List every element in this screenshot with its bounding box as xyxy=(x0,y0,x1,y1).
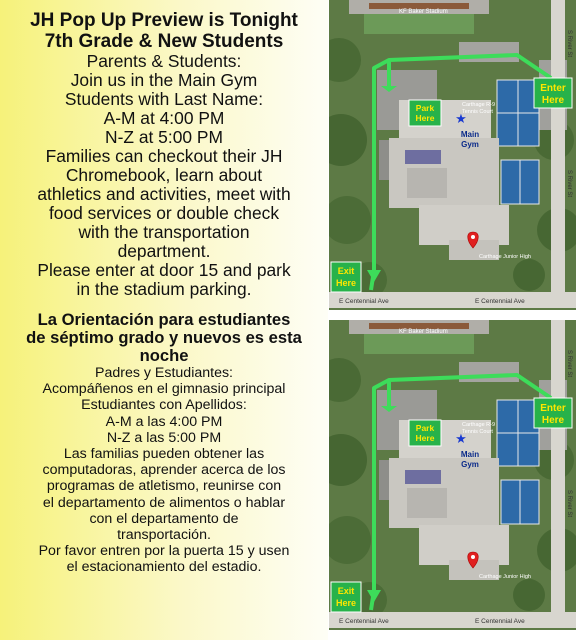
street-label-east-bottom: S River St xyxy=(566,490,572,518)
exit-label-line-2: Here xyxy=(335,278,357,288)
english-line: food services or double check xyxy=(48,203,280,223)
park-here-label xyxy=(409,420,441,446)
exit-label-line-1: Exit xyxy=(337,586,355,596)
street-label-south-right: E Centennial Ave xyxy=(475,618,525,625)
stadium-label: KF Baker Stadium xyxy=(399,9,448,15)
exit-here-label xyxy=(331,582,361,612)
tennis-courts xyxy=(497,80,539,204)
stadium-label: KF Baker Stadium xyxy=(399,329,448,335)
enter-label-line-1: Enter xyxy=(540,403,566,414)
spanish-line: programas de atletismo, reunirse con xyxy=(46,478,282,495)
english-line: N-Z at 5:00 PM xyxy=(105,127,223,147)
school-label: Carthage Junior High xyxy=(479,574,531,580)
park-here-label xyxy=(409,100,441,126)
english-title-line-2: 7th Grade & New Students xyxy=(44,31,284,52)
street-label-east-bottom: S River St xyxy=(566,170,572,198)
map-panel xyxy=(329,0,576,640)
street-label-east-top: S River St xyxy=(566,350,572,378)
street-label-south-left: E Centennial Ave xyxy=(339,618,389,625)
english-line: Families can checkout their JH xyxy=(45,146,283,166)
spanish-line: A-M a las 4:00 PM xyxy=(105,413,223,430)
campus-map-bottom xyxy=(329,320,576,630)
star-icon: ★ xyxy=(455,111,467,126)
english-title-line-1: JH Pop Up Preview is Tonight xyxy=(30,10,298,31)
spanish-line: transportación. xyxy=(117,527,211,544)
spanish-title-line-3: noche xyxy=(139,346,189,365)
tennis-label-line-2: Tennis Court xyxy=(462,429,493,435)
gym-label-line-2: Gym xyxy=(461,460,479,469)
english-line: Students with Last Name: xyxy=(64,89,264,109)
school-label: Carthage Junior High xyxy=(479,254,531,260)
spanish-line: el departamento de alimentos o hablar xyxy=(42,494,286,511)
spanish-line: con el departamento de xyxy=(89,510,239,527)
english-line: Please enter at door 15 and park xyxy=(37,260,291,280)
exit-here-label xyxy=(331,262,361,292)
english-line: Join us in the Main Gym xyxy=(70,70,258,90)
gym-label-line-1: Main xyxy=(460,130,480,139)
enter-label-line-2: Here xyxy=(541,415,565,426)
enter-label-line-2: Here xyxy=(541,95,565,106)
spanish-line: Las familias pueden obtener las xyxy=(63,446,265,463)
english-line: with the transportation xyxy=(78,222,250,242)
campus-map-top xyxy=(329,0,576,310)
enter-here-label xyxy=(534,398,572,428)
park-label-line-2: Here xyxy=(415,113,435,123)
spanish-line: el estacionamiento del estadio. xyxy=(66,559,262,576)
exit-label-line-1: Exit xyxy=(337,266,355,276)
enter-here-label xyxy=(534,78,572,108)
enter-label-line-1: Enter xyxy=(540,83,566,94)
english-line: A-M at 4:00 PM xyxy=(103,108,225,128)
exit-label-line-2: Here xyxy=(335,598,357,608)
english-line: athletics and activities, meet with xyxy=(37,184,291,204)
tennis-courts xyxy=(497,400,539,524)
english-line: Chromebook, learn about xyxy=(65,165,263,185)
aerial-map-image xyxy=(329,0,576,310)
spanish-line: N-Z a las 5:00 PM xyxy=(106,429,222,446)
aerial-map-image xyxy=(329,320,576,630)
spanish-line: computadoras, aprender acerca de los xyxy=(42,462,286,479)
street-label-east-top: S River St xyxy=(566,30,572,58)
stadium xyxy=(349,320,489,354)
spanish-title xyxy=(2,311,326,365)
star-icon: ★ xyxy=(455,431,467,446)
english-line: Parents & Students: xyxy=(86,51,242,71)
street-label-south-left: E Centennial Ave xyxy=(339,298,389,305)
spanish-line: Padres y Estudiantes: xyxy=(94,365,233,381)
spanish-line: Por favor entren por la puerta 15 y usen xyxy=(38,543,290,560)
stadium xyxy=(349,0,489,34)
park-label-line-2: Here xyxy=(415,433,435,443)
spanish-line: Acompáñenos en el gimnasio principal xyxy=(42,381,286,398)
english-section xyxy=(2,10,326,299)
english-line: department. xyxy=(117,241,211,261)
spanish-line: Estudiantes con Apellidos: xyxy=(81,397,247,414)
park-label-line-1: Park xyxy=(415,103,435,113)
spanish-section xyxy=(2,311,326,576)
tennis-label-line-1: Carthage R-9 xyxy=(462,422,496,428)
tennis-label-line-2: Tennis Court xyxy=(462,109,493,115)
spanish-title-line-1: La Orientación para estudiantes xyxy=(37,310,291,329)
english-line: in the stadium parking. xyxy=(76,279,252,299)
street-label-south-right: E Centennial Ave xyxy=(475,298,525,305)
gym-label-line-2: Gym xyxy=(461,140,479,149)
park-label-line-1: Park xyxy=(415,423,435,433)
spanish-title-line-2: de séptimo grado y nuevos es esta xyxy=(26,328,302,347)
tennis-label-line-1: Carthage R-9 xyxy=(462,102,496,108)
gym-label-line-1: Main xyxy=(460,450,480,459)
